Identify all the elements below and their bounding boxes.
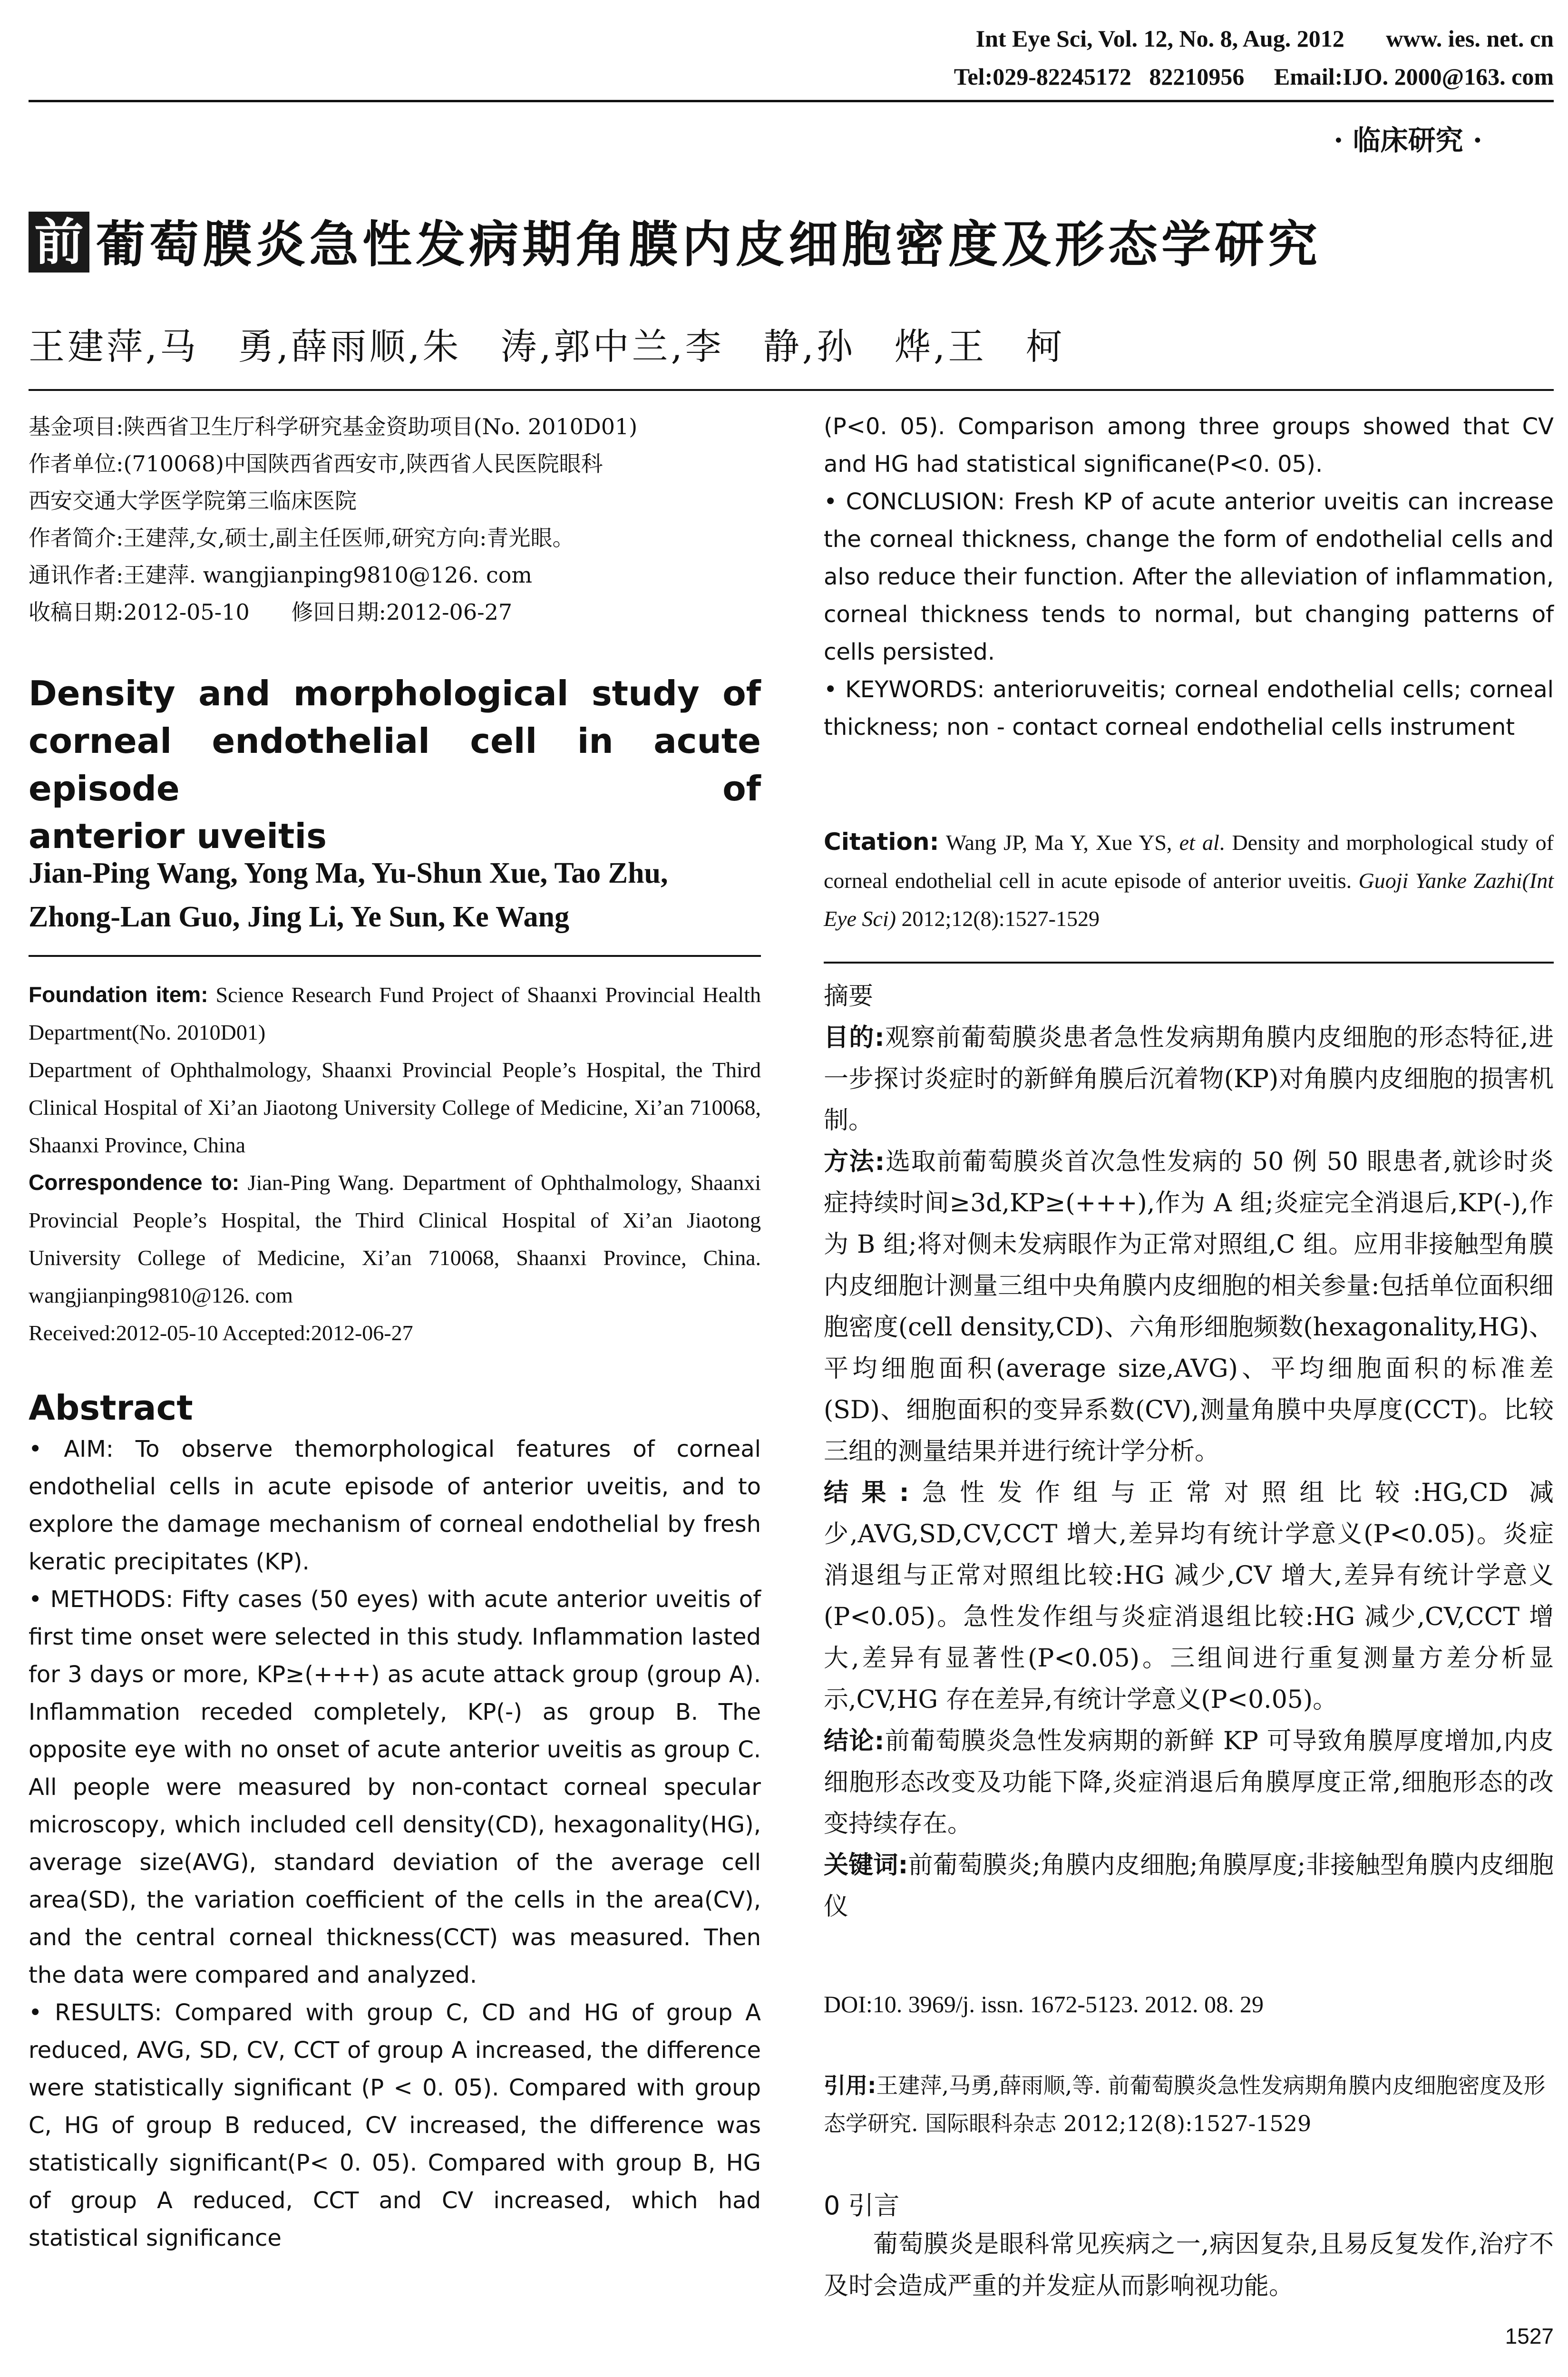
- citation-journal: Guoji Yanke Zazhi(Int Eye Sci): [824, 868, 1554, 931]
- zh-abstract-heading: 摘要: [824, 982, 874, 1011]
- title-boxed-char: 前: [29, 212, 89, 273]
- meta-line: 通讯作者:王建萍. wangjianping9810@126. com: [29, 562, 533, 588]
- english-title: [29, 670, 761, 860]
- left-column-rule: [29, 955, 761, 957]
- abstract-conclusion: • CONCLUSION: Fresh KP of acute anterior uveitis can increase the corneal thickness, change the form of endothelial cells and also reduce their function. After the alleviation of inflammation, corneal thickness tends to normal, but changing patterns of cells persisted.: [824, 488, 1554, 665]
- citation: [824, 823, 1554, 938]
- english-title-line: Density and morphological study of: [29, 673, 761, 713]
- correspondence-label: Correspondence to:: [29, 1170, 240, 1195]
- zh-methods-text: 选取前葡萄膜炎首次急性发病的 50 例 50 眼患者,就诊时炎症持续时间≥3d,KP≥(+++),作为 A 组;炎症完全消退后,KP(-),作为 B 组;将对侧未发病眼作为正常对照组,C 组。应用非接触型角膜内皮细胞计测量三组中央角膜内皮细胞的相关参量:包括单位面积细胞密度(cell density,CD)、六角形细胞频数(hexagonality,HG)、平均细胞面积(average size,AVG)、平均细胞面积的标准差(SD)、细胞面积的变异系数(CV),测量角膜中央厚度(CCT)。比较三组的测量结果并进行统计学分析。: [824, 1148, 1554, 1466]
- section-label: · 临床研究 ·: [1334, 124, 1482, 156]
- english-authors-line: Jian-Ping Wang, Yong Ma, Yu-Shun Xue, Tao Zhu,: [29, 857, 668, 889]
- intro-text: 葡萄膜炎是眼科常见疾病之一,病因复杂,且易反复发作,治疗不及时会造成严重的并发症从而影响视功能。: [824, 2230, 1554, 2300]
- citation-zh-text: 王建萍,马勇,薛雨顺,等. 前葡萄膜炎急性发病期角膜内皮细胞密度及形态学研究. 国际眼科杂志 2012;12(8):1527-1529: [824, 2073, 1546, 2136]
- page-number: 1527: [1505, 2324, 1554, 2348]
- zh-keywords: [824, 1845, 1554, 1928]
- zh-results: [824, 1472, 1554, 1721]
- citation-volume: 2012;12(8):1527-1529: [896, 906, 1100, 931]
- authors-rule: [29, 389, 1554, 391]
- abstract-aim: • AIM: To observe themorphological features of corneal endothelial cells in acute episode of anterior uveitis, and to explore the damage mechanism of corneal endothelial by fresh keratic precipitates (KP).: [29, 1436, 761, 1575]
- abstract-methods: • METHODS: Fifty cases (50 eyes) with acute anterior uveitis of first time onset were selected in this study. Inflammation lasted for 3 days or more, KP≥(+++) as acute attack group (group A). Inflammation receded completely, KP(-) as group B. The opposite eye with no onset of acute anterior uveitis as group C. All people were measured by non-contact corneal specular microscopy, which included cell density(CD), hexagonality(HG), average size(AVG), standard deviation of the average cell area(SD), the variation coefficient of the cells in the area(CV), and the central corneal thickness(CCT) was measured. Then the data were compared and analyzed.: [29, 1586, 761, 1988]
- citation-zh: [824, 2066, 1554, 2143]
- zh-methods: [824, 1141, 1554, 1472]
- received-dates: Received:2012-05-10 Accepted:2012-06-27: [29, 1321, 413, 1345]
- zh-objective: [824, 1017, 1554, 1141]
- correspondence-text: Jian-Ping Wang. Department of Ophthalmology, Shaanxi Provincial People’s Hospital, the Third Clinical Hospital of Xi’an Jiaotong University College of Medicine, Xi’an 710068, Shaanxi Province, China. wangjianping9810@126. com: [29, 1170, 761, 1307]
- citation-zh-label: 引用:: [824, 2073, 877, 2098]
- journal-header-line: Int Eye Sci, Vol. 12, No. 8, Aug. 2012 www. ies. net. cn: [975, 25, 1554, 52]
- meta-line: 作者简介:王建萍,女,硕士,副主任医师,研究方向:青光眼。: [29, 525, 575, 551]
- page-title: 葡萄膜炎急性发病期角膜内皮细胞密度及形态学研究: [96, 215, 1322, 273]
- abstract-results-continued: (P<0. 05). Comparison among three groups showed that CV and HG had statistical significane(P<0. 05).: [824, 413, 1554, 477]
- foundation-item: [29, 976, 761, 1051]
- english-title-line: anterior uveitis: [29, 816, 327, 856]
- zh-keywords-text: 前葡萄膜炎;角膜内皮细胞;角膜厚度;非接触型角膜内皮细胞仪: [824, 1851, 1554, 1921]
- zh-results-label: 结果:: [824, 1479, 909, 1507]
- meta-line: 西安交通大学医学院第三临床医院: [29, 488, 357, 514]
- abstract-keywords: • KEYWORDS: anterioruveitis; corneal endothelial cells; corneal thickness; non - contact corneal endothelial cells instrument: [824, 676, 1554, 740]
- foundation-label: Foundation item:: [29, 982, 208, 1007]
- zh-objective-label: 目的:: [824, 1023, 885, 1052]
- zh-objective-text: 观察前葡萄膜炎患者急性发病期角膜内皮细胞的形态特征,进一步探讨炎症时的新鲜角膜后沉着物(KP)对角膜内皮细胞的损害机制。: [824, 1023, 1554, 1135]
- zh-conclusion-label: 结论:: [824, 1727, 885, 1755]
- zh-conclusion: [824, 1721, 1554, 1845]
- english-authors-line: Zhong-Lan Guo, Jing Li, Ye Sun, Ke Wang: [29, 901, 570, 933]
- meta-line: 基金项目:陕西省卫生厅科学研究基金资助项目(No. 2010D01): [29, 414, 638, 439]
- abstract-body: [29, 1431, 761, 2257]
- english-authors: [29, 851, 761, 939]
- abstract-results: • RESULTS: Compared with group C, CD and HG of group A reduced, AVG, SD, CV, CCT of group A increased, the difference were statistically significant (P < 0. 05). Compared with group C, HG of group B reduced, CV increased, the difference was statistically significant(P< 0. 05). Compared with group B, HG of group A reduced, CCT and CV increased, which had statistical significance: [29, 1999, 761, 2251]
- doi: DOI:10. 3969/j. issn. 1672-5123. 2012. 08. 29: [824, 1991, 1264, 2017]
- right-column-rule: [824, 962, 1554, 964]
- foundation-text: Science Research Fund Project of Shaanxi Provincial Health Department(No. 2010D01): [29, 983, 761, 1044]
- meta-line: 收稿日期:2012-05-10 修回日期:2012-06-27: [29, 599, 513, 625]
- abstract-continued: [824, 408, 1554, 746]
- correspondence: [29, 1164, 761, 1314]
- zh-results-text: 急性发作组与正常对照组比较:HG,CD 减少,AVG,SD,CV,CCT 增大,差异均有统计学意义(P<0.05)。炎症消退组与正常对照组比较:HG 减少,CV 增大,差异有统计学意义(P<0.05)。急性发作组与炎症消退组比较:HG 减少,CV,CCT 增大,差异有显著性(P<0.05)。三组间进行重复测量方差分析显示,CV,HG 存在差异,有统计学意义(P<0.05)。: [824, 1479, 1554, 1714]
- zh-keywords-label: 关键词:: [824, 1851, 908, 1880]
- header-rule: [29, 100, 1554, 102]
- authors-zh: 王建萍,马 勇,薛雨顺,朱 涛,郭中兰,李 静,孙 烨,王 柯: [29, 325, 1065, 368]
- contact-header-line: Tel:029-82245172 82210956 Email:IJO. 2000@163. com: [954, 63, 1554, 90]
- abstract-heading: Abstract: [29, 1388, 193, 1428]
- affiliation-block: [29, 976, 761, 1352]
- zh-methods-label: 方法:: [824, 1148, 885, 1176]
- zh-conclusion-text: 前葡萄膜炎急性发病期的新鲜 KP 可导致角膜厚度增加,内皮细胞形态改变及功能下降,炎症消退后角膜厚度正常,细胞形态的改变持续存在。: [824, 1727, 1554, 1838]
- chinese-abstract: [824, 976, 1554, 1928]
- department: Department of Ophthalmology, Shaanxi Provincial People’s Hospital, the Third Clinical Hospital of Xi’an Jiaotong University College of Medicine, Xi’an 710068, Shaanxi Province, China: [29, 1058, 761, 1157]
- article-metadata: [29, 408, 761, 631]
- citation-label: Citation:: [824, 828, 939, 856]
- citation-etal: et al: [1179, 830, 1219, 855]
- english-title-line: corneal endothelial cell in acute episode of: [29, 721, 761, 809]
- intro-heading: 0 引言: [824, 2191, 900, 2221]
- citation-authors: Wang JP, Ma Y, Xue YS,: [939, 830, 1179, 855]
- meta-line: 作者单位:(710068)中国陕西省西安市,陕西省人民医院眼科: [29, 451, 603, 477]
- citation-title: . Density and morphological study of corneal endothelial cell in acute episode of anterior uveitis.: [824, 830, 1554, 893]
